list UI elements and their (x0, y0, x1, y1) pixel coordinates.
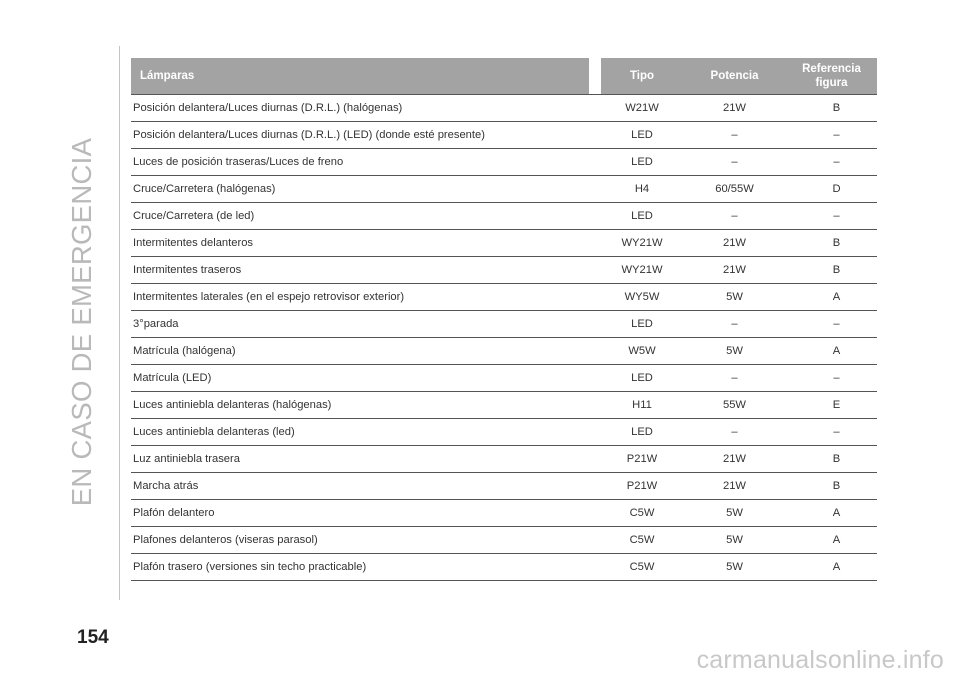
cell-type: C5W (601, 554, 683, 581)
table-row (131, 95, 877, 122)
table-body (131, 95, 877, 581)
cell-lamp: Luces de posición traseras/Luces de freno (131, 149, 589, 176)
cell-lamp: Posición delantera/Luces diurnas (D.R.L.) (halógenas) (131, 95, 589, 122)
cell-type: H11 (601, 392, 683, 419)
cell-type: C5W (601, 527, 683, 554)
cell-gap (589, 365, 601, 392)
cell-power: 21W (683, 230, 786, 257)
table-row (131, 338, 877, 365)
cell-gap (589, 473, 601, 500)
cell-lamp: Posición delantera/Luces diurnas (D.R.L.) (LED) (donde esté presente) (131, 122, 589, 149)
cell-lamp: Marcha atrás (131, 473, 589, 500)
cell-power: 60/55W (683, 176, 786, 203)
header-row (131, 58, 877, 95)
cell-reference: B (786, 230, 877, 257)
table-row (131, 419, 877, 446)
cell-reference: D (786, 176, 877, 203)
cell-gap (589, 122, 601, 149)
side-divider (119, 46, 120, 600)
cell-power: – (683, 122, 786, 149)
cell-lamp: Intermitentes traseros (131, 257, 589, 284)
cell-lamp: Plafón delantero (131, 500, 589, 527)
cell-type: WY21W (601, 257, 683, 284)
cell-lamp: Luz antiniebla trasera (131, 446, 589, 473)
header-gap (589, 58, 601, 95)
cell-gap (589, 176, 601, 203)
cell-reference: A (786, 284, 877, 311)
cell-power: 5W (683, 284, 786, 311)
cell-power: – (683, 149, 786, 176)
table-row (131, 284, 877, 311)
cell-reference: – (786, 311, 877, 338)
table-row (131, 392, 877, 419)
cell-type: LED (601, 149, 683, 176)
cell-power: 5W (683, 554, 786, 581)
cell-type: H4 (601, 176, 683, 203)
cell-lamp: Plafón trasero (versiones sin techo practicable) (131, 554, 589, 581)
table-row (131, 257, 877, 284)
cell-reference: – (786, 149, 877, 176)
page-number: 154 (77, 627, 109, 648)
section-title-text: EN CASO DE EMERGENCIA (66, 137, 97, 507)
cell-lamp: Luces antiniebla delanteras (halógenas) (131, 392, 589, 419)
cell-gap (589, 230, 601, 257)
cell-gap (589, 392, 601, 419)
cell-reference: – (786, 419, 877, 446)
cell-gap (589, 284, 601, 311)
cell-power: 21W (683, 446, 786, 473)
watermark-text: carmanualsonline.info (696, 646, 944, 674)
cell-type: LED (601, 122, 683, 149)
header-reference: Referencia figura (786, 58, 877, 95)
cell-power: – (683, 311, 786, 338)
table-row (131, 500, 877, 527)
cell-reference: B (786, 446, 877, 473)
lamps-table (131, 58, 877, 581)
table-row (131, 122, 877, 149)
header-type: Tipo (601, 58, 683, 95)
table-row (131, 365, 877, 392)
cell-gap (589, 338, 601, 365)
cell-gap (589, 203, 601, 230)
cell-type: LED (601, 311, 683, 338)
cell-power: – (683, 203, 786, 230)
cell-lamp: Intermitentes delanteros (131, 230, 589, 257)
cell-reference: E (786, 392, 877, 419)
cell-power: – (683, 419, 786, 446)
cell-power: 21W (683, 257, 786, 284)
cell-type: C5W (601, 500, 683, 527)
cell-gap (589, 527, 601, 554)
cell-lamp: 3°parada (131, 311, 589, 338)
table-row (131, 230, 877, 257)
cell-reference: A (786, 338, 877, 365)
cell-gap (589, 446, 601, 473)
cell-reference: – (786, 122, 877, 149)
table-row (131, 149, 877, 176)
cell-type: LED (601, 203, 683, 230)
cell-gap (589, 311, 601, 338)
cell-lamp: Plafones delanteros (viseras parasol) (131, 527, 589, 554)
cell-type: W5W (601, 338, 683, 365)
cell-power: 21W (683, 95, 786, 122)
cell-gap (589, 95, 601, 122)
cell-lamp: Matrícula (LED) (131, 365, 589, 392)
cell-reference: B (786, 257, 877, 284)
cell-lamp: Matrícula (halógena) (131, 338, 589, 365)
table-row (131, 203, 877, 230)
cell-lamp: Cruce/Carretera (halógenas) (131, 176, 589, 203)
cell-reference: A (786, 554, 877, 581)
cell-type: P21W (601, 446, 683, 473)
cell-reference: – (786, 365, 877, 392)
cell-reference: B (786, 473, 877, 500)
cell-power: – (683, 365, 786, 392)
table-row (131, 473, 877, 500)
cell-reference: – (786, 203, 877, 230)
cell-type: LED (601, 365, 683, 392)
table-row (131, 446, 877, 473)
cell-reference: A (786, 500, 877, 527)
table-row (131, 527, 877, 554)
cell-reference: A (786, 527, 877, 554)
cell-type: W21W (601, 95, 683, 122)
table-row (131, 311, 877, 338)
cell-gap (589, 149, 601, 176)
cell-power: 21W (683, 473, 786, 500)
cell-gap (589, 554, 601, 581)
cell-power: 5W (683, 338, 786, 365)
header-power: Potencia (683, 58, 786, 95)
cell-type: WY21W (601, 230, 683, 257)
cell-reference: B (786, 95, 877, 122)
table-header (131, 58, 877, 95)
header-lamp: Lámparas (131, 58, 589, 95)
table-row (131, 176, 877, 203)
cell-gap (589, 500, 601, 527)
table-row (131, 554, 877, 581)
cell-power: 55W (683, 392, 786, 419)
cell-type: LED (601, 419, 683, 446)
cell-type: WY5W (601, 284, 683, 311)
cell-lamp: Luces antiniebla delanteras (led) (131, 419, 589, 446)
cell-type: P21W (601, 473, 683, 500)
cell-power: 5W (683, 500, 786, 527)
cell-gap (589, 419, 601, 446)
cell-lamp: Cruce/Carretera (de led) (131, 203, 589, 230)
cell-power: 5W (683, 527, 786, 554)
cell-lamp: Intermitentes laterales (en el espejo retrovisor exterior) (131, 284, 589, 311)
cell-gap (589, 257, 601, 284)
